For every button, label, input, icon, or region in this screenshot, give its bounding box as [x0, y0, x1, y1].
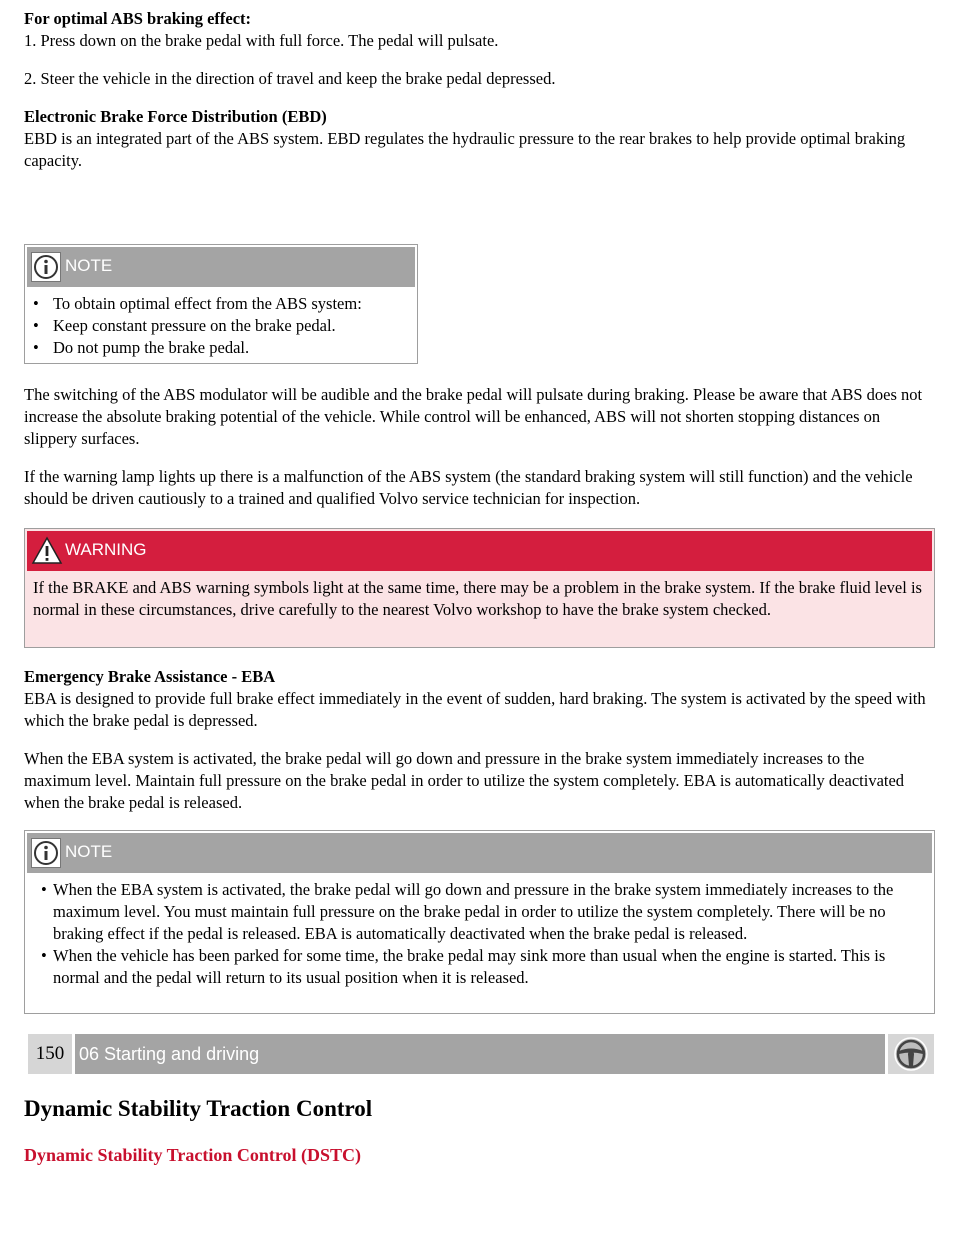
- section-subtitle: Dynamic Stability Traction Control (DSTC): [24, 1145, 362, 1165]
- chapter-title: 06 Starting and driving: [75, 1034, 885, 1074]
- list-item: • Keep constant pressure on the brake pedal.: [25, 315, 417, 337]
- list-item: • Do not pump the brake pedal.: [25, 337, 417, 359]
- note-list: [25, 879, 925, 989]
- warning-title: WARNING: [65, 540, 147, 559]
- note-header: [27, 833, 932, 873]
- note-title: NOTE: [65, 842, 113, 861]
- list-item: • To obtain optimal effect from the ABS system:: [25, 293, 417, 315]
- abs-step-1: 1. Press down on the brake pedal with full force. The pedal will pulsate.: [24, 31, 499, 50]
- abs-paragraph-1: The switching of the ABS modulator will be audible and the brake pedal will pulsate during braking. Please be aware that ABS does not increase the absolute braking potential of the vehicle. While control will be enhanced, ABS will not shorten stopping distances on slippery surfaces.: [24, 385, 923, 448]
- note-box-eba: [24, 830, 935, 1014]
- list-item: • When the vehicle has been parked for some time, the brake pedal may sink more than usual when the engine is started. This is normal and the pedal will return to its usual position when it is released.: [25, 945, 925, 989]
- list-item: • When the EBA system is activated, the brake pedal will go down and pressure in the brake system immediately increases to the maximum level. You must maintain full pressure on the brake pedal in order to utilize the system completely. There will be no braking effect if the pedal is released. EBA is automatically deactivated when the brake pedal is released.: [25, 879, 925, 945]
- eba-heading: Emergency Brake Assistance - EBA: [24, 667, 276, 686]
- ebd-text: EBD is an integrated part of the ABS system. EBD regulates the hydraulic pressure to the rear brakes to help provide optimal braking capacity.: [24, 129, 906, 170]
- chapter-icon-box: [888, 1034, 934, 1074]
- note-box-abs: [24, 244, 418, 364]
- info-icon: [31, 252, 61, 282]
- abs-effect-heading: For optimal ABS braking effect:: [24, 9, 252, 28]
- warning-box: [24, 528, 935, 648]
- page-number: 150: [28, 1034, 72, 1074]
- eba-paragraph-2: When the EBA system is activated, the brake pedal will go down and pressure in the brake system immediately increases to the maximum level. Maintain full pressure on the brake pedal in order to utilize the system completely. EBA is automatically deactivated when the brake pedal is released.: [24, 749, 905, 812]
- warning-triangle-icon: [31, 535, 63, 565]
- steering-wheel-icon: [888, 1034, 934, 1074]
- info-icon: [31, 838, 61, 868]
- warning-header: [27, 531, 932, 571]
- note-title: NOTE: [65, 256, 113, 275]
- eba-text: EBA is designed to provide full brake effect immediately in the event of sudden, hard braking. The system is activated by the speed with which the brake pedal is depressed.: [24, 689, 926, 730]
- section-title: Dynamic Stability Traction Control: [24, 1096, 373, 1121]
- abs-step-2: 2. Steer the vehicle in the direction of travel and keep the brake pedal depressed.: [24, 69, 556, 88]
- note-header: [27, 247, 415, 287]
- chapter-footer: [28, 1034, 934, 1074]
- ebd-heading: Electronic Brake Force Distribution (EBD): [24, 107, 327, 126]
- note-list: [25, 293, 417, 359]
- warning-text: If the BRAKE and ABS warning symbols light at the same time, there may be a problem in the brake system. If the brake fluid level is normal in these circumstances, drive carefully to the nearest Volvo workshop to have the brake system checked.: [33, 578, 922, 619]
- abs-paragraph-2: If the warning lamp lights up there is a malfunction of the ABS system (the standard braking system will still function) and the vehicle should be driven cautiously to a trained and qualified Volvo service technician for inspection.: [24, 467, 913, 508]
